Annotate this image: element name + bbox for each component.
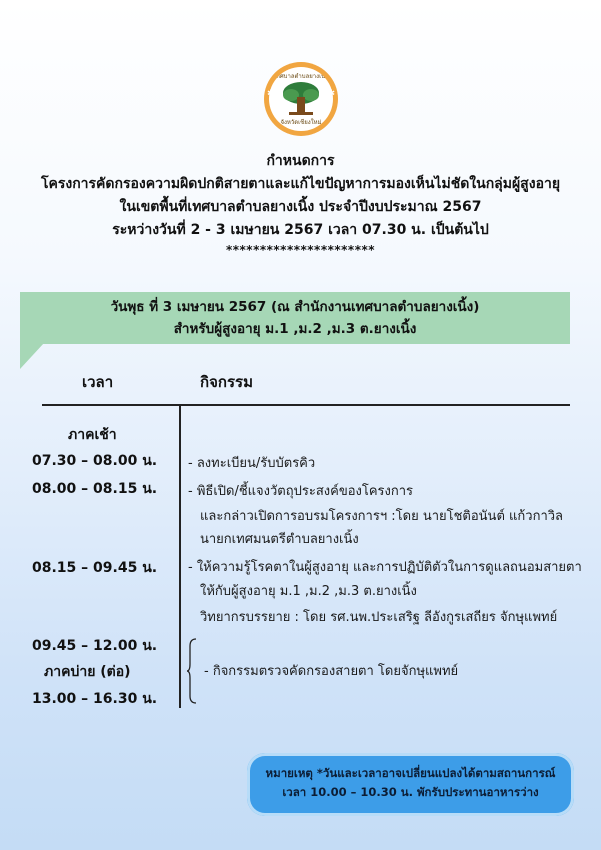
project-dates: ระหว่างวันที่ 2 - 3 เมษายน 2567 เวลา 07.30 น. เป็นต้นไป — [112, 222, 489, 238]
tree-icon — [279, 79, 323, 119]
separator-stars: ********************** — [225, 243, 376, 257]
afternoon-label: ภาคบ่าย (ต่อ) — [44, 664, 131, 680]
activity-text: นายกเทศมนตรีตำบลยางเนิ้ง — [200, 532, 359, 547]
time-slot: 07.30 – 08.00 น. — [32, 453, 158, 469]
time-slot: 13.00 – 16.30 น. — [32, 691, 158, 707]
column-header-time: เวลา — [82, 373, 114, 391]
banner-text — [20, 296, 570, 340]
banner-date: วันพุธ ที่ 3 เมษายน 2567 (ณ สำนักงานเทศบาลตำบลยางเนิ้ง) — [110, 299, 480, 315]
logo-text-bottom: จังหวัดเชียงใหม่ — [280, 119, 322, 126]
activity-text: - กิจกรรมตรวจคัดกรองสายตา โดยจักษุแพทย์ — [204, 664, 459, 679]
note-line: เวลา 10.00 – 10.30 น. พักรับประทานอาหารว่าง — [282, 785, 539, 799]
star-icon: ✱ — [327, 89, 335, 99]
morning-label: ภาคเช้า — [68, 427, 117, 443]
activity-text: วิทยากรบรรยาย : โดย รศ.นพ.ประเสริฐ ลีอังกูรเสถียร จักษุแพทย์ — [200, 610, 558, 625]
note-box — [247, 753, 574, 816]
activity-text: - พิธีเปิด/ชี้แจงวัตถุประสงค์ของโครงการ — [188, 484, 414, 499]
note-line: หมายเหตุ *วันและเวลาอาจเปลี่ยนแปลงได้ตามสถานการณ์ — [265, 766, 556, 780]
time-slot: 08.15 – 09.45 น. — [32, 560, 158, 576]
document-header — [0, 150, 601, 258]
project-area: ในเขตพื้นที่เทศบาลตำบลยางเนิ้ง ประจำปีงบประมาณ 2567 — [119, 199, 482, 215]
star-icon: ✱ — [267, 89, 275, 99]
time-slot: 08.00 – 08.15 น. — [32, 481, 158, 497]
logo-emblem — [269, 67, 333, 131]
logo-text-top: เทศบาลตำบลยางเนิ้ง — [273, 73, 329, 80]
activity-text: ให้กับผู้สูงอายุ ม.1 ,ม.2 ,ม.3 ต.ยางเนิ้ง — [200, 584, 417, 599]
municipality-logo — [264, 62, 338, 136]
header-divider — [42, 404, 570, 406]
header-title: กำหนดการ — [266, 153, 335, 169]
time-slot: 09.45 – 12.00 น. — [32, 638, 158, 654]
banner-tail — [20, 343, 44, 369]
activity-text: - ลงทะเบียน/รับบัตรคิว — [188, 456, 316, 471]
column-divider — [179, 406, 181, 708]
activity-text: และกล่าวเปิดการอบรมโครงการฯ :โดย นายโชติอนันต์ แก้วกาวิล — [200, 509, 564, 524]
column-header-activity: กิจกรรม — [200, 373, 253, 391]
curly-brace — [186, 638, 200, 704]
project-name: โครงการคัดกรองความผิดปกติสายตาและแก้ไขปัญหาการมองเห็นไม่ชัดในกลุ่มผู้สูงอายุ — [40, 176, 561, 192]
activity-text: - ให้ความรู้โรคตาในผู้สูงอายุ และการปฏิบัติตัวในการดูแลถนอมสายตา — [188, 560, 582, 575]
banner-audience: สำหรับผู้สูงอายุ ม.1 ,ม.2 ,ม.3 ต.ยางเนิ้ง — [173, 321, 417, 337]
